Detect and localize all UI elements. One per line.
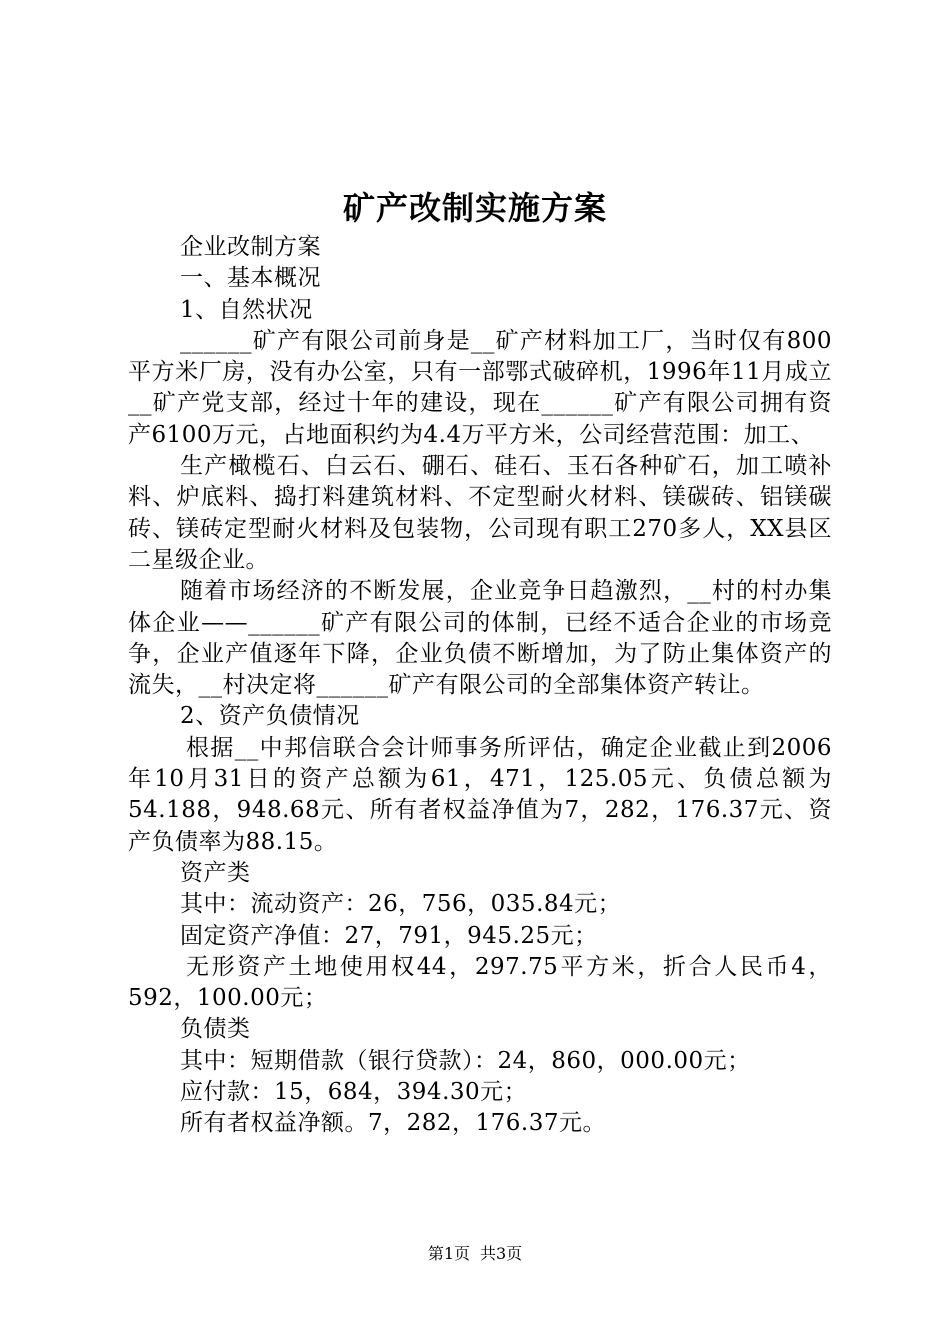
page-number: 第1页 bbox=[427, 1244, 470, 1263]
label-liabilities: 负债类 bbox=[180, 1016, 251, 1043]
line-short-term-loans: 其中：短期借款（银行贷款）：24，860，000.00元； bbox=[180, 1047, 751, 1074]
subsection-heading-natural-status: 1、自然状况 bbox=[180, 296, 313, 323]
line-accounts-payable: 应付款：15，684，394.30元； bbox=[180, 1079, 528, 1106]
paragraph-plan-heading: 企业改制方案 bbox=[180, 234, 321, 260]
line-current-assets: 其中：流动资产：26，756，035.84元； bbox=[180, 891, 622, 918]
section-heading-basic-overview: 一、基本概况 bbox=[180, 265, 321, 292]
subsection-heading-assets-liabilities: 2、资产负债情况 bbox=[180, 703, 360, 730]
document-title: 矿产改制实施方案 bbox=[342, 189, 607, 227]
paragraph-company-history: ______矿产有限公司前身是__矿产材料加工厂，当时仅有800平方米厂房，没有办公室，只有一部鄂式破碎机，1996年11月成立__矿产党支部，经过十年的建设，现在______矿产有限公司拥有资产6100万元，占地面积约为4.4万平方米，公司经营范围：加工、 bbox=[128, 327, 832, 448]
line-intangible-assets: 无形资产土地使用权44，297.75平方米，折合人民币4，592，100.00元； bbox=[128, 953, 832, 1012]
line-owners-equity: 所有者权益净额。7，282，176.37元。 bbox=[180, 1110, 607, 1137]
label-assets: 资产类 bbox=[180, 859, 251, 886]
line-fixed-assets: 固定资产净值：27，791，945.25元； bbox=[180, 922, 598, 949]
paragraph-assessment: 根据__中邦信联合会计师事务所评估，确定企业截止到2006年10月31日的资产总额为61，471，125.05元、负债总额为54.188，948.68元、所有者权益净值为7，282，176.37元、资产负债率为88.15。 bbox=[128, 734, 832, 855]
paragraph-business-scope: 生产橄榄石、白云石、硼石、硅石、玉石各种矿石，加工喷补料、炉底料、捣打料建筑材料、不定型耐火材料、镁碳砖、铝镁碳砖、镁砖定型耐火材料及包装物，公司现有职工270多人，XX县区二星级企业。 bbox=[128, 453, 832, 573]
page-total: 共3页 bbox=[480, 1244, 523, 1263]
paragraph-restructure-reason: 随着市场经济的不断发展，企业竞争日趋激烈，__村的村办集体企业——______矿产有限公司的体制，已经不适合企业的市场竞争，企业产值逐年下降，企业负债不断增加，为了防止集体资产的流失，__村决定将______矿产有限公司的全部集体资产转让。 bbox=[128, 578, 832, 699]
page-footer bbox=[0, 1242, 950, 1266]
document-body bbox=[128, 232, 832, 1140]
